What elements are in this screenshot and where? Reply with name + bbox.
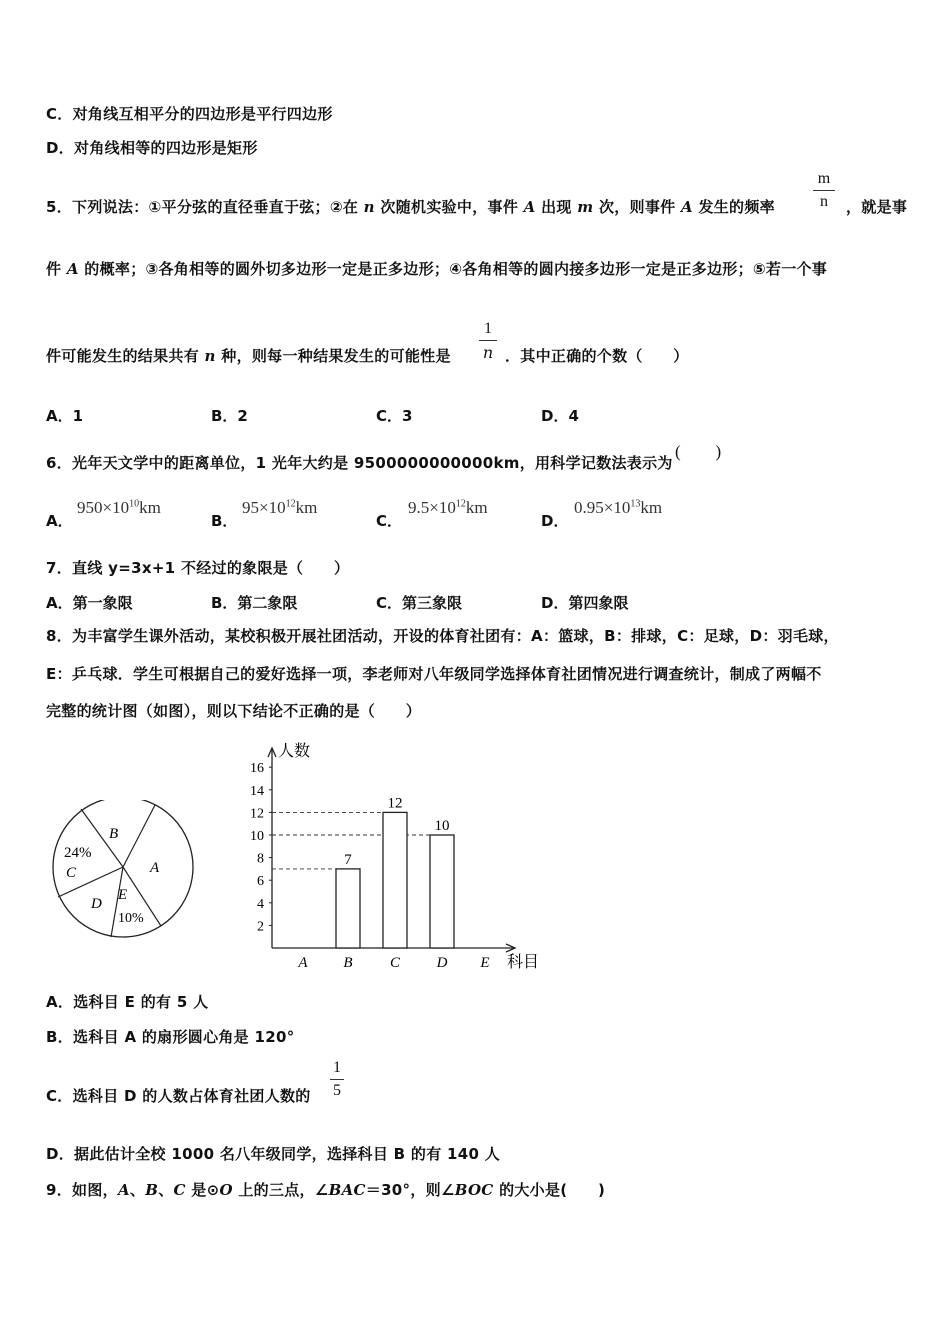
q8-line1: 8．为丰富学生课外活动，某校积极开展社团活动，开设的体育社团有：A：篮球，B：排球，C：足球，D：羽毛球， [46, 627, 839, 645]
q7-option-a[interactable]: A．第一象限 [46, 594, 133, 612]
y-tick-label: 10 [250, 829, 264, 844]
x-tick-label-D: D [436, 955, 448, 971]
y-tick-label: 8 [257, 851, 264, 867]
pie-pct-e: 10% [118, 911, 144, 926]
x-tick-label-A: A [298, 955, 308, 971]
q5-option-c[interactable]: C．3 [376, 407, 413, 425]
option-d-prev: D．对角线相等的四边形是矩形 [46, 139, 258, 157]
q6-option-d[interactable]: D． [541, 512, 569, 530]
bar-C [383, 812, 407, 948]
q6-option-a[interactable]: A． [46, 512, 73, 530]
bar-chart-ylabel: 人数 [278, 743, 311, 760]
bar-value-label-D: 10 [434, 818, 450, 834]
pie-divider-ab [123, 805, 155, 867]
q5-option-a[interactable]: A．1 [46, 407, 84, 425]
q8-option-a[interactable]: A．选科目 E 的有 5 人 [46, 993, 209, 1011]
y-tick-label: 14 [250, 783, 264, 799]
q8-option-b[interactable]: B．选科目 A 的扇形圆心角是 120° [46, 1028, 295, 1046]
pie-chart [45, 800, 205, 950]
q7-stem: 7．直线 y=3x+1 不经过的象限是（ ） [46, 559, 350, 577]
q5-line3-end: ．其中正确的个数（ ） [505, 347, 689, 365]
x-tick-label-E: E [480, 955, 490, 971]
q6-option-c-value: $9.5\times 10^{12}km$ [408, 498, 488, 517]
y-tick-label: 4 [257, 896, 264, 912]
q9-stem: 9．如图，A、B、C 是⊙O 上的三点，∠BAC＝30°，则∠BOC 的大小是( ) [46, 1181, 606, 1199]
bar-value-label-C: 12 [387, 795, 403, 812]
x-tick-label-C: C [389, 955, 401, 971]
q6-option-a-value: $950\times 10^{10}km$ [77, 498, 161, 517]
q8-line2: E：乒乓球．学生可根据自己的爱好选择一项，李老师对八年级同学选择体育社团情况进行调查统计，制成了两幅不 [46, 665, 822, 683]
q5-line3: 件可能发生的结果共有 n 种，则每一种结果发生的可能性是 [46, 347, 451, 365]
pie-label-d: D [91, 896, 102, 912]
q6-stem: 6．光年天文学中的距离单位，1 光年大约是 9500000000000km，用科学记数法表示为 [46, 454, 673, 472]
q8-line3: 完整的统计图（如图），则以下结论不正确的是（ ） [46, 702, 422, 720]
bar-D [430, 835, 454, 948]
pie-label-a: A [150, 860, 160, 876]
y-tick-label: 12 [250, 806, 264, 822]
q6-option-d-value: $0.95\times 10^{13}km$ [574, 498, 663, 517]
q6-paren: ( ) [675, 442, 722, 461]
bar-value-label-B: 7 [344, 851, 352, 868]
q7-option-d[interactable]: D．第四象限 [541, 594, 629, 612]
q5-line1: 5．下列说法：①平分弦的直径垂直于弦；②在 n 次随机实验中，事件 A 出现 m 次，则事件 A 发生的频率 [46, 198, 775, 216]
q8-option-d[interactable]: D．据此估计全校 1000 名八年级同学，选择科目 B 的有 140 人 [46, 1145, 501, 1163]
q7-option-c[interactable]: C．第三象限 [376, 594, 463, 612]
option-c-prev: C．对角线互相平分的四边形是平行四边形 [46, 105, 333, 123]
q7-option-b[interactable]: B．第二象限 [211, 594, 298, 612]
pie-label-b: B [109, 826, 119, 842]
q5-fraction-m-n: m n [813, 170, 835, 211]
y-tick-label: 16 [250, 761, 264, 777]
q6-option-b-value: $95\times 10^{12}km$ [242, 498, 318, 517]
pie-label-e: E [118, 887, 128, 903]
q6-option-c[interactable]: C． [376, 512, 403, 530]
q5-line2: 件 A 的概率；③各角相等的圆外切多边形一定是正多边形；④各角相等的圆内接多边形一定是正多边形；⑤若一个事 [46, 260, 828, 278]
q8-fraction-1-5: 1 5 [330, 1059, 344, 1100]
bar-chart [240, 736, 545, 976]
pie-pct-c: 24% [64, 845, 92, 861]
q5-option-b[interactable]: B．2 [211, 407, 248, 425]
q6-option-b[interactable]: B． [211, 512, 238, 530]
q5-fraction-1-n: 1 n [479, 320, 497, 362]
q8-option-c[interactable]: C．选科目 D 的人数占体育社团人数的 [46, 1087, 311, 1105]
y-tick-label: 6 [257, 874, 264, 890]
bar-chart-xlabel: 科目 [507, 954, 540, 971]
y-tick-label: 2 [257, 919, 264, 935]
x-tick-label-B: B [343, 955, 353, 971]
pie-label-c: C [66, 865, 77, 881]
q5-option-d[interactable]: D．4 [541, 407, 579, 425]
bar-B [336, 869, 360, 948]
q5-line1-end: ，就是事 [846, 198, 908, 216]
